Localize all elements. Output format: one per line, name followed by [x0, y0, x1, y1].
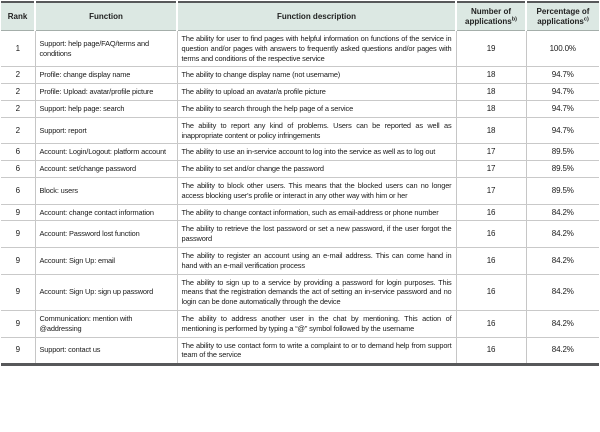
percentage-cell: 84.2%: [526, 337, 599, 365]
count-cell: 18: [456, 67, 526, 84]
function-cell: Account: Login/Logout: platform account: [35, 144, 177, 161]
function-cell: Support: contact us: [35, 337, 177, 365]
table-row: [1, 67, 599, 84]
function-cell: Account: change contact information: [35, 204, 177, 221]
description-cell: The ability to register an account using an e-mail address. This can come hand in hand with an e-mail verification process: [177, 247, 456, 274]
percentage-cell: 89.5%: [526, 144, 599, 161]
percentage-cell: 84.2%: [526, 204, 599, 221]
description-cell: The ability to use contact form to write a complaint to or to demand help from support team of the service: [177, 337, 456, 365]
column-header-label: Percentage of applications: [536, 7, 590, 26]
description-cell: The ability to search through the help page of a service: [177, 100, 456, 117]
count-cell: 19: [456, 31, 526, 67]
description-cell: The ability to report any kind of problems. Users can be reported as well as inappropriate content or policy infringements: [177, 117, 456, 144]
function-cell: Profile: Upload: avatar/profile picture: [35, 84, 177, 101]
rank-cell: 9: [1, 221, 35, 248]
percentage-cell: 94.7%: [526, 117, 599, 144]
percentage-cell: 84.2%: [526, 247, 599, 274]
column-header-label: Rank: [7, 11, 28, 21]
table-row: [1, 84, 599, 101]
count-cell: 16: [456, 221, 526, 248]
function-cell: Communication: mention with @addressing: [35, 310, 177, 337]
function-cell: Block: users: [35, 177, 177, 204]
function-cell: Account: Sign Up: sign up password: [35, 274, 177, 310]
rank-cell: 9: [1, 274, 35, 310]
rank-cell: 2: [1, 67, 35, 84]
percentage-cell: 100.0%: [526, 31, 599, 67]
count-cell: 17: [456, 161, 526, 178]
column-header-label: Number of applications: [465, 7, 512, 26]
column-header: [1, 2, 35, 31]
table-row: [1, 204, 599, 221]
table-row: [1, 337, 599, 365]
count-cell: 18: [456, 117, 526, 144]
count-cell: 18: [456, 100, 526, 117]
table-row: [1, 247, 599, 274]
count-cell: 17: [456, 144, 526, 161]
function-cell: Account: Password lost function: [35, 221, 177, 248]
description-cell: The ability to set and/or change the password: [177, 161, 456, 178]
column-header: [177, 2, 456, 31]
description-cell: The ability to block other users. This means that the blocked users can no longer access blocking user's profile or interact in any other way with him or her: [177, 177, 456, 204]
table-row: [1, 144, 599, 161]
function-cell: Account: Sign Up: email: [35, 247, 177, 274]
percentage-cell: 84.2%: [526, 221, 599, 248]
count-cell: 17: [456, 177, 526, 204]
function-cell: Support: help page: search: [35, 100, 177, 117]
rank-cell: 6: [1, 144, 35, 161]
rank-cell: 6: [1, 177, 35, 204]
header-row: [1, 2, 599, 31]
description-cell: The ability for user to find pages with helpful information on functions of the service in question and/or pages with answers to frequently asked questions and/or pages with terms and conditions of the respective service: [177, 31, 456, 67]
table-row: [1, 31, 599, 67]
table-header: [1, 2, 599, 31]
table-row: [1, 221, 599, 248]
count-cell: 18: [456, 84, 526, 101]
description-cell: The ability to change display name (not username): [177, 67, 456, 84]
description-cell: The ability to use an in-service account to log into the service as well as to log out: [177, 144, 456, 161]
description-cell: The ability to upload an avatar/a profile picture: [177, 84, 456, 101]
column-header: [526, 2, 599, 31]
table-row: [1, 274, 599, 310]
percentage-cell: 84.2%: [526, 274, 599, 310]
rank-cell: 9: [1, 310, 35, 337]
rank-cell: 2: [1, 84, 35, 101]
count-cell: 16: [456, 247, 526, 274]
column-header: [35, 2, 177, 31]
table-row: [1, 117, 599, 144]
percentage-cell: 94.7%: [526, 84, 599, 101]
rank-cell: 9: [1, 247, 35, 274]
description-cell: The ability to address another user in the chat by mentioning. This action of mentioning is performed by typing a “@” symbol followed by the username: [177, 310, 456, 337]
column-header-superscript: b): [511, 15, 517, 22]
percentage-cell: 94.7%: [526, 67, 599, 84]
column-header-label: Function description: [276, 11, 357, 21]
percentage-cell: 89.5%: [526, 177, 599, 204]
column-header: [456, 2, 526, 31]
percentage-cell: 84.2%: [526, 310, 599, 337]
table-row: [1, 161, 599, 178]
description-cell: The ability to sign up to a service by providing a password for login purposes. This means that the registration demands the act of setting an in-service password and no login can be done automatically through the device: [177, 274, 456, 310]
rank-cell: 9: [1, 337, 35, 365]
table-row: [1, 310, 599, 337]
rank-cell: 9: [1, 204, 35, 221]
rank-cell: 2: [1, 117, 35, 144]
count-cell: 16: [456, 204, 526, 221]
column-header-superscript: c): [583, 15, 589, 22]
description-cell: The ability to change contact information, such as email-address or phone number: [177, 204, 456, 221]
rank-cell: 6: [1, 161, 35, 178]
table: [1, 1, 599, 366]
table-row: [1, 177, 599, 204]
count-cell: 16: [456, 337, 526, 365]
function-cell: Account: set/change password: [35, 161, 177, 178]
count-cell: 16: [456, 274, 526, 310]
column-header-label: Function: [89, 11, 123, 21]
function-cell: Support: help page/FAQ/terms and conditions: [35, 31, 177, 67]
function-cell: Support: report: [35, 117, 177, 144]
rank-cell: 1: [1, 31, 35, 67]
table-body: [1, 31, 599, 365]
percentage-cell: 94.7%: [526, 100, 599, 117]
table-row: [1, 100, 599, 117]
function-cell: Profile: change display name: [35, 67, 177, 84]
rank-cell: 2: [1, 100, 35, 117]
count-cell: 16: [456, 310, 526, 337]
description-cell: The ability to retrieve the lost password or set a new password, if the user forgot the password: [177, 221, 456, 248]
percentage-cell: 89.5%: [526, 161, 599, 178]
